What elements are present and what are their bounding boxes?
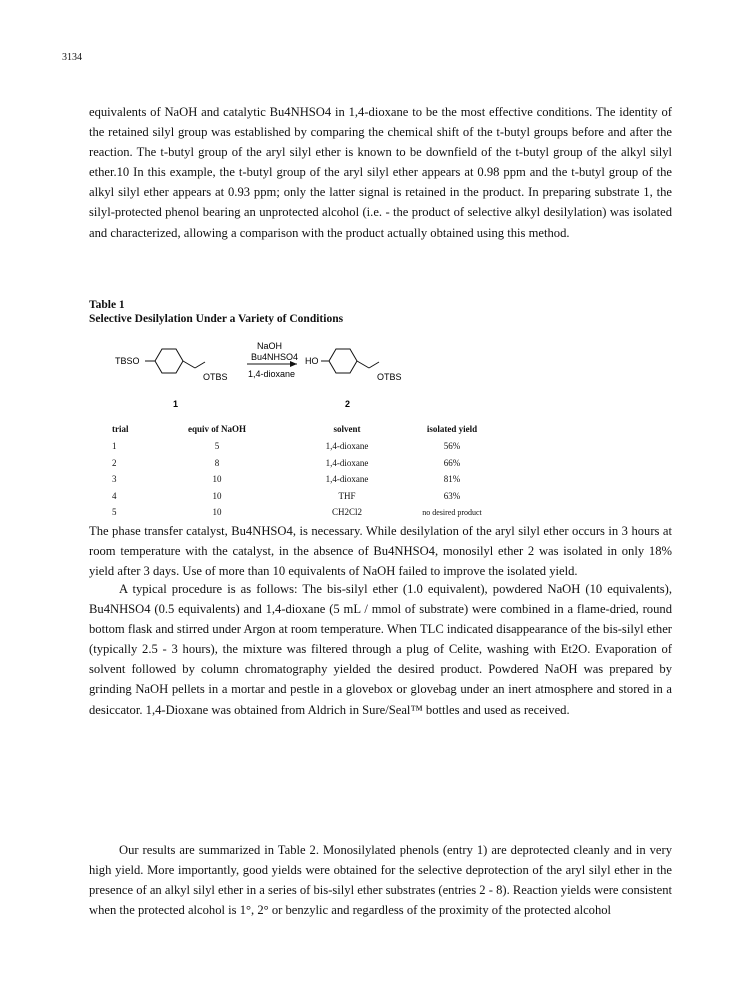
cell-equiv: 5 — [214, 441, 220, 452]
cell-solvent: 1,4-dioxane — [325, 441, 369, 452]
results-table — [112, 420, 502, 521]
paragraph-1: equivalents of NaOH and catalytic Bu4NHSO4 in 1,4-dioxane to be the most effective conditions. The identity of the retained silyl group was established by comparing the chemical shift of the t-butyl groups before and after the reaction. The t-butyl group of the aryl silyl ether is known to be downfield of the t-butyl group of the alkyl silyl ether.10 In this example, the t-butyl group of the aryl silyl ether appears at 0.98 ppm and the t-butyl group of the alkyl silyl ether appears at 0.93 ppm; only the latter signal is retained in the product. In preparing substrate 1, the silyl-protected phenol bearing an unprotected alcohol (i.e. - the product of selective alkyl desilylation) was isolated and characterized, allowing a comparison with the product actually obtained using this method. — [89, 105, 672, 240]
cell-yield: no desired product — [422, 507, 482, 517]
cell-trial: 2 — [112, 457, 117, 468]
paragraph-3: A typical procedure is as follows: The bis-silyl ether (1.0 equivalent), powdered NaOH (10 equivalents), Bu4NHSO4 (0.5 equivalents) and 1,4-dioxane (5 mL / mmol of substrate) were combined in a flame-dried, round bottom flask and stirred under Argon at room temperature. When TLC indicated disappearance of the bis-silyl ether (typically 2.5 - 3 hours), the mixture was filtered through a plug of Celite, washing with Et2O. Evaporation of solvent followed by column chromatography yielded the desired product. Powdered NaOH was prepared by grinding NaOH pellets in a mortar and pestle in a glovebox or glovebag under an inert atmosphere and stored in a desiccator. 1,4-Dioxane was obtained from Aldrich in Sure/Seal™ bottles and used as received. — [89, 582, 672, 717]
cell-solvent: 1,4-dioxane — [325, 474, 369, 485]
col-header-trial: trial — [112, 424, 129, 434]
reagent-naoh: NaOH — [257, 341, 283, 351]
cell-solvent: CH2Cl2 — [331, 507, 362, 518]
cell-yield: 66% — [443, 457, 461, 468]
prod-label: 2 — [345, 399, 351, 409]
table-row — [112, 504, 502, 521]
cell-trial: 3 — [112, 474, 117, 485]
sm-left-group: TBSO — [115, 356, 140, 366]
page-number: 3134 — [62, 52, 82, 63]
col-header-equiv: equiv of NaOH — [187, 424, 246, 434]
paragraph-4: Our results are summarized in Table 2. Monosilylated phenols (entry 1) are deprotected cleanly and in very high yield. More importantly, good yields were obtained for the selective deprotection of the aryl silyl ether in the presence of an alkyl silyl ether in a series of bis-silyl ether substrates (entries 2 - 8). Reaction yields were consistent when the protected alcohol is 1°, 2° or benzylic and regardless of the proximity of the protected alcohol — [89, 843, 672, 918]
cell-yield: 56% — [443, 441, 461, 452]
sm-right-group: OTBS — [203, 372, 228, 382]
reaction-solvent: 1,4-dioxane — [248, 369, 296, 379]
cell-yield: 63% — [443, 490, 461, 501]
prod-left-group: HO — [305, 356, 319, 366]
col-header-yield: isolated yield — [426, 424, 478, 434]
benzene-ring-prod — [329, 349, 357, 373]
sm-label: 1 — [173, 399, 179, 409]
cell-trial: 1 — [112, 441, 117, 452]
col-header-solvent: solvent — [333, 424, 361, 434]
cell-equiv: 10 — [212, 490, 222, 501]
table-row — [112, 488, 502, 505]
reagent-catalyst: Bu4NHSO4 — [251, 352, 299, 362]
cell-trial: 5 — [112, 507, 117, 518]
prod-right-group: OTBS — [377, 372, 402, 382]
cell-trial: 4 — [112, 490, 117, 501]
cell-equiv: 10 — [212, 507, 222, 518]
table-row — [112, 471, 502, 488]
cell-equiv: 8 — [214, 457, 220, 468]
table-row — [112, 438, 502, 455]
table-label: Table 1 — [89, 299, 125, 311]
table-row — [112, 455, 502, 472]
cell-solvent: 1,4-dioxane — [325, 457, 369, 468]
benzene-ring-sm — [155, 349, 183, 373]
cell-yield: 81% — [443, 474, 461, 485]
cell-solvent: THF — [338, 490, 356, 501]
table-caption: Selective Desilylation Under a Variety of Conditions — [89, 313, 344, 325]
table-header-row — [112, 420, 502, 438]
reaction-scheme — [115, 335, 455, 415]
cell-equiv: 10 — [212, 474, 222, 485]
paragraph-2: The phase transfer catalyst, Bu4NHSO4, is necessary. While desilylation of the aryl silyl ether occurs in 3 hours at room temperature with the catalyst, in the absence of Bu4NHSO4, monosilyl ether 2 was isolated in only 18% yield after 3 days. Use of more than 10 equivalents of NaOH failed to improve the isolated yield. — [89, 524, 672, 579]
table-heading — [89, 298, 343, 326]
